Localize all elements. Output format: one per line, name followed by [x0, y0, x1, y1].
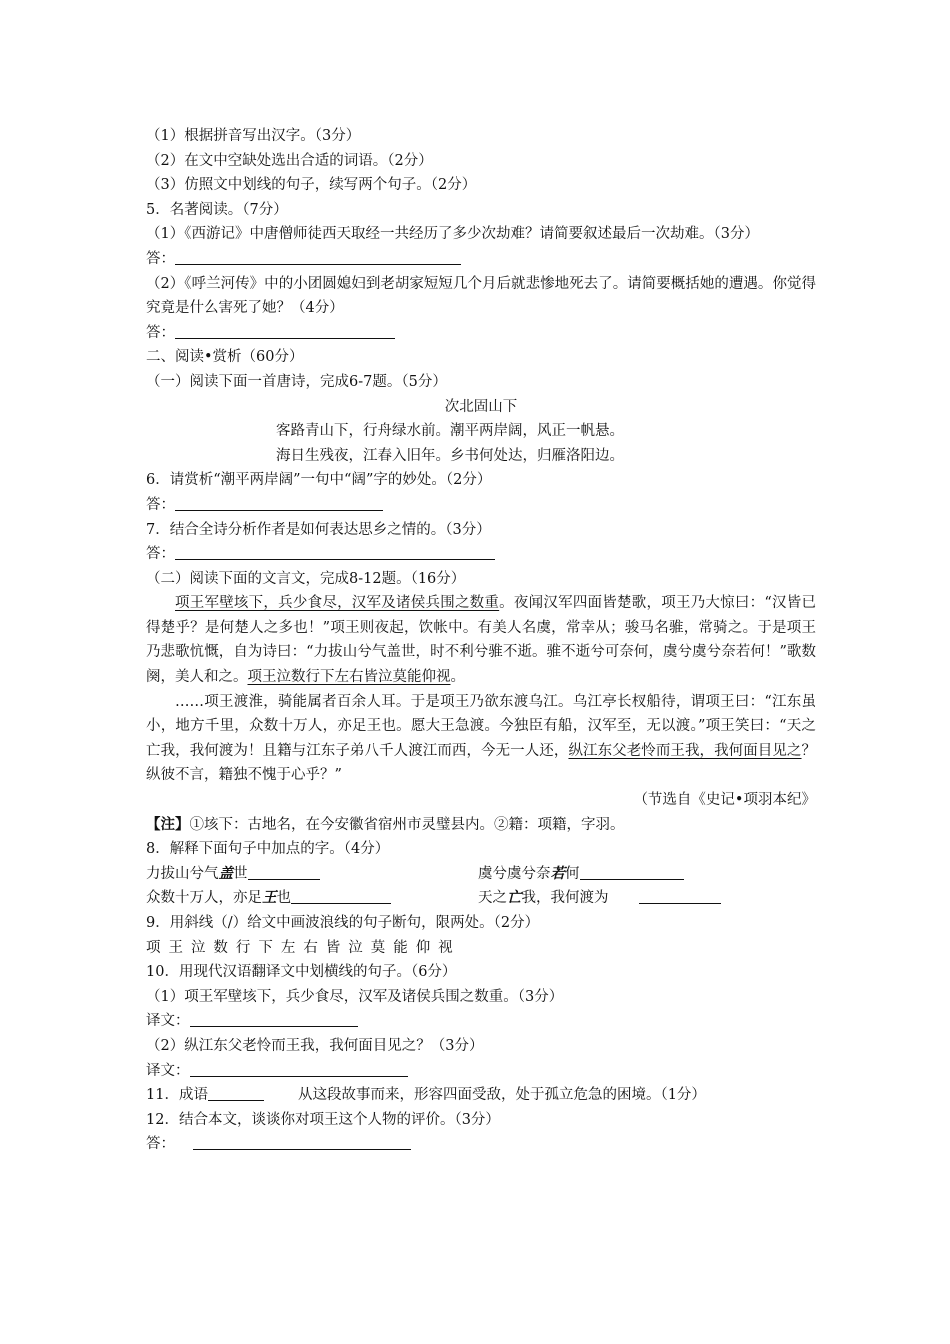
q9-title: 9．用斜线（/）给文中画波浪线的句子断句，限两处。（2分） [146, 915, 540, 931]
answer-blank[interactable] [175, 494, 383, 511]
answer-label: 答： [146, 496, 175, 513]
q5-title: 5．名著阅读。（7分） [146, 201, 288, 218]
section1-title: （一）阅读下面一首唐诗，完成6-7题。（5分） [146, 373, 447, 390]
q10-translation2 [146, 1059, 816, 1084]
underlined-sentence: 纵江东父老怜而王我，我何面目见之 [568, 742, 802, 759]
wavy-underlined-sentence: 项王泣数行下左右皆泣莫能仰视 [247, 669, 451, 686]
answer-blank[interactable] [193, 1133, 411, 1150]
q12-answer [146, 1132, 816, 1157]
passage-paragraph-1: 项王军壁垓下，兵少食尽，汉军及诸侯兵围之数重。夜闻汉军四面皆楚歌，项王乃大惊曰：“汉皆已得楚乎？是何楚人之多也！”项王则夜起，饮帐中。有美人名虞，常幸从；骏马名骓，常骑之。于是项王乃悲歌忼慨，自为诗曰：“力拔山兮气盖世，时不利兮骓不逝。骓不逝兮可奈何，虞兮虞兮奈若何！”歌数阕，美人和之。项王泣数行下左右皆泣莫能仰视。 [146, 595, 816, 686]
dotted-char: 若 [550, 864, 565, 882]
answer-label: 答： [146, 250, 175, 267]
q4-sub3: （3）仿照文中划线的句子，续写两个句子。（2分） [146, 177, 477, 194]
poem-line: 客路青山下，行舟绿水前。潮平两岸阔，风正一帆悬。 [276, 423, 624, 440]
q8-title: 8．解释下面句子中加点的字。（4分） [146, 841, 390, 858]
q12-title: 12．结合本文，谈谈你对项王这个人物的评价。（3分） [146, 1111, 500, 1128]
translation-label: 译文： [146, 1062, 190, 1079]
q5-answer2 [146, 321, 816, 346]
answer-blank[interactable] [175, 248, 461, 265]
q5-sub2: （2）《呼兰河传》中的小团圆媳妇到老胡家短短几个月后就悲惨地死去了。请简要概括她的遭遇。你觉得究竟是什么害死了她？（4分） [146, 275, 816, 317]
dotted-char: 王 [262, 889, 277, 907]
q6-answer [146, 493, 816, 518]
answer-blank[interactable] [190, 1010, 358, 1027]
section2-title: （二）阅读下面的文言文，完成8-12题。（16分） [146, 570, 466, 587]
translation-label: 译文： [146, 1013, 190, 1030]
answer-blank[interactable] [175, 322, 395, 339]
q4-sub1: （1）根据拼音写出汉字。（3分） [146, 128, 361, 144]
dotted-char: 亡 [507, 889, 522, 907]
q10-title: 10．用现代汉语翻译文中划横线的句子。（6分） [146, 964, 457, 981]
q5-answer1 [146, 247, 816, 272]
answer-blank[interactable] [248, 863, 320, 880]
q7-title: 7．结合全诗分析作者是如何表达思乡之情的。（3分） [146, 521, 491, 538]
part2-title: 二、阅读•赏析（60分） [146, 349, 304, 366]
q10-sub2: （2）纵江东父老怜而王我，我何面目见之？（3分） [146, 1037, 484, 1054]
q10-translation1 [146, 1009, 816, 1034]
exam-page [146, 124, 816, 1157]
answer-blank[interactable] [175, 543, 495, 560]
passage-source: （节选自《史记•项羽本纪》 [633, 792, 816, 809]
q11: 11．成语 从这段故事而来，形容四面受敌，处于孤立危急的困境。（1分） [146, 1083, 816, 1108]
answer-label: 答： [146, 1136, 175, 1153]
q6-title: 6．请赏析“潮平两岸阔”一句中“阔”字的妙处。（2分） [146, 472, 492, 489]
answer-blank[interactable] [291, 887, 391, 904]
poem-title: 次北固山下 [444, 398, 518, 415]
answer-label: 答： [146, 324, 175, 341]
q5-sub1: （1）《西游记》中唐僧师徒西天取经一共经历了多少次劫难？请简要叙述最后一次劫难。（3分） [146, 226, 759, 243]
q4-sub2: （2）在文中空缺处选出合适的词语。（2分） [146, 152, 433, 169]
q8-row1: 力拔山兮气盖世 虞兮虞兮奈若何 [146, 862, 816, 887]
answer-blank[interactable] [639, 887, 721, 904]
q8-row2: 众数十万人，亦足王也 天之亡我，我何渡为 [146, 886, 816, 911]
answer-label: 答： [146, 546, 175, 563]
answer-blank[interactable] [190, 1060, 408, 1077]
answer-blank[interactable] [580, 863, 684, 880]
poem-line: 海日生残夜，江春入旧年。乡书何处达，归雁洛阳边。 [276, 447, 624, 464]
underlined-sentence: 项王军壁垓下，兵少食尽，汉军及诸侯兵围之数重 [175, 595, 500, 612]
q7-answer [146, 542, 816, 567]
q10-sub1: （1）项王军壁垓下，兵少食尽，汉军及诸侯兵围之数重。（3分） [146, 988, 564, 1005]
passage-note: 【注】①垓下：古地名，在今安徽省宿州市灵璧县内。②籍：项籍，字羽。 [146, 815, 625, 833]
passage-paragraph-2: ……项王渡淮，骑能属者百余人耳。于是项王乃欲东渡乌江。乌江亭长杈船待，谓项王曰：“江东虽小，地方千里，众数十万人，亦足王也。愿大王急渡。今独臣有船，汉军至，无以渡。”项王笑曰：“天之亡我，我何渡为！且籍与江东子弟八千人渡江而西，今无一人还，纵江东父老怜而王我，我何面目见之？纵彼不言，籍独不愧于心乎？” [146, 693, 817, 784]
answer-blank[interactable] [208, 1084, 264, 1101]
dotted-char: 盖 [218, 864, 233, 882]
q9-sentence: 项王泣数行下左右皆泣莫能仰视 [146, 939, 461, 956]
